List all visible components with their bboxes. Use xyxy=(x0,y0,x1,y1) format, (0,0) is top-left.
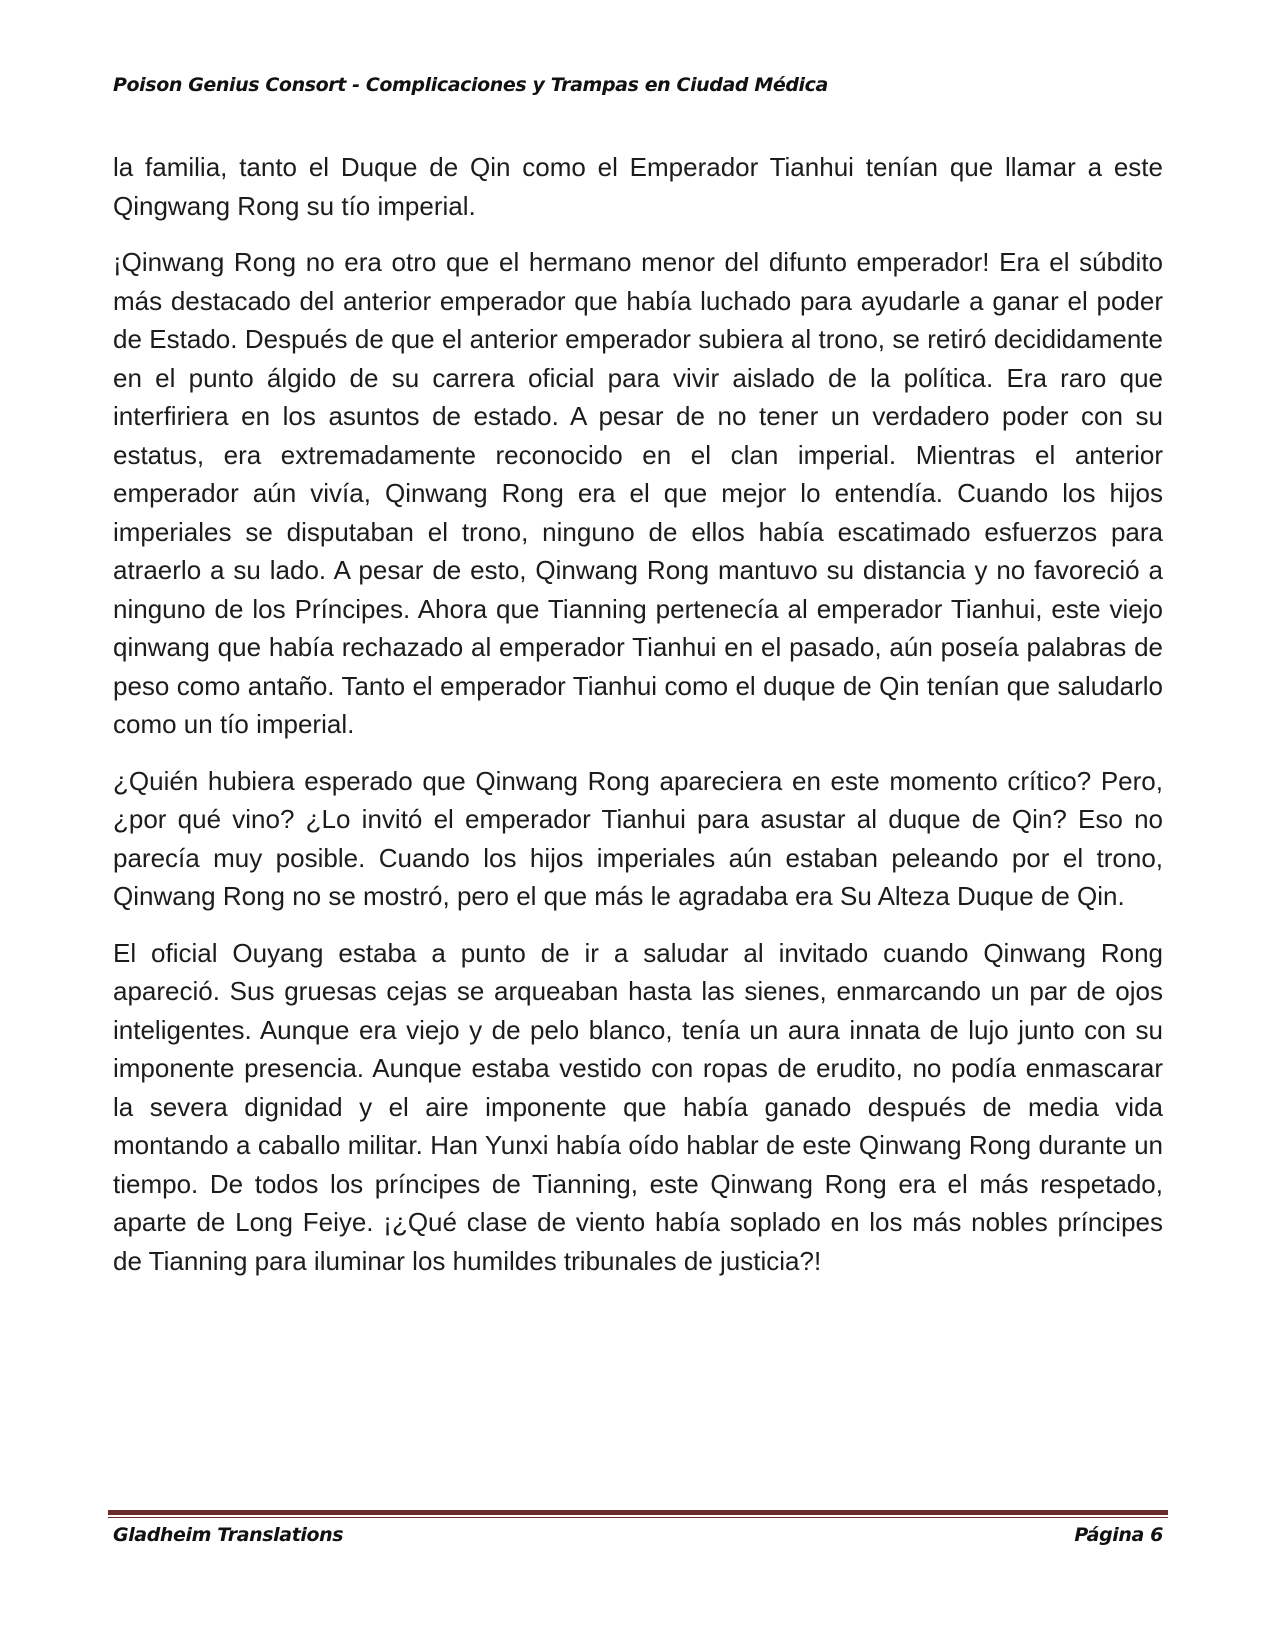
body-text xyxy=(113,148,1163,1298)
page-footer xyxy=(113,1524,1163,1546)
footer-divider xyxy=(108,1510,1168,1518)
paragraph-3: ¿Quién hubiera esperado que Qinwang Rong apareciera en este momento crítico? Pero, ¿por qué vino? ¿Lo invitó el emperador Tianhui para asustar al duque de Qin? Eso no parecía muy posible. Cuando los hijos imperiales aún estaban peleando por el trono, Qinwang Rong no se mostró, pero el que más le agradaba era Su Alteza Duque de Qin. xyxy=(113,765,1163,911)
paragraph-2: ¡Qinwang Rong no era otro que el hermano menor del difunto emperador! Era el súbdito más destacado del anterior emperador que había luchado para ayudarle a ganar el poder de Estado. Después de que el anterior emperador subiera al trono, se retiró decididamente en el punto álgido de su carrera oficial para vivir aislado de la política. Era raro que interfiriera en los asuntos de estado. A pesar de no tener un verdadero poder con su estatus, era extremadamente reconocido en el clan imperial. Mientras el anterior emperador aún vivía, Qinwang Rong era el que mejor lo entendía. Cuando los hijos imperiales se disputaban el trono, ninguno de ellos había escatimado esfuerzos para atraerlo a su lado. A pesar de esto, Qinwang Rong mantuvo su distancia y no favoreció a ninguno de los Príncipes. Ahora que Tianning pertenecía al emperador Tianhui, este viejo qinwang que había rechazado al emperador Tianhui en el pasado, aún poseía palabras de peso como antaño. Tanto el emperador Tianhui como el duque de Qin tenían que saludarlo como un tío imperial. xyxy=(113,247,1163,739)
running-header-title: Poison Genius Consort - Complicaciones y Trampas en Ciudad Médica xyxy=(113,74,828,96)
paragraph-4: El oficial Ouyang estaba a punto de ir a saludar al invitado cuando Qinwang Rong apareció. Sus gruesas cejas se arqueaban hasta las sienes, enmarcando un par de ojos inteligentes. Aunque era viejo y de pelo blanco, tenía un aura innata de lujo junto con su imponente presencia. Aunque estaba vestido con ropas de erudito, no podía enmascarar la severa dignidad y el aire imponente que había ganado después de media vida montando a caballo militar. Han Yunxi había oído hablar de este Qinwang Rong durante un tiempo. De todos los príncipes de Tianning, este Qinwang Rong era el más respetado, aparte de Long Feiye. ¡¿Qué clase de viento había soplado en los más nobles príncipes de Tianning para iluminar los humildes tribunales de justicia?! xyxy=(113,937,1163,1276)
footer-page-number: Página 6 xyxy=(1074,1524,1163,1546)
paragraph-1: la familia, tanto el Duque de Qin como el Emperador Tianhui tenían que llamar a este Qingwang Rong su tío imperial. xyxy=(113,152,1163,221)
footer-divider-thin xyxy=(108,1517,1168,1518)
footer-translator: Gladheim Translations xyxy=(113,1524,344,1546)
